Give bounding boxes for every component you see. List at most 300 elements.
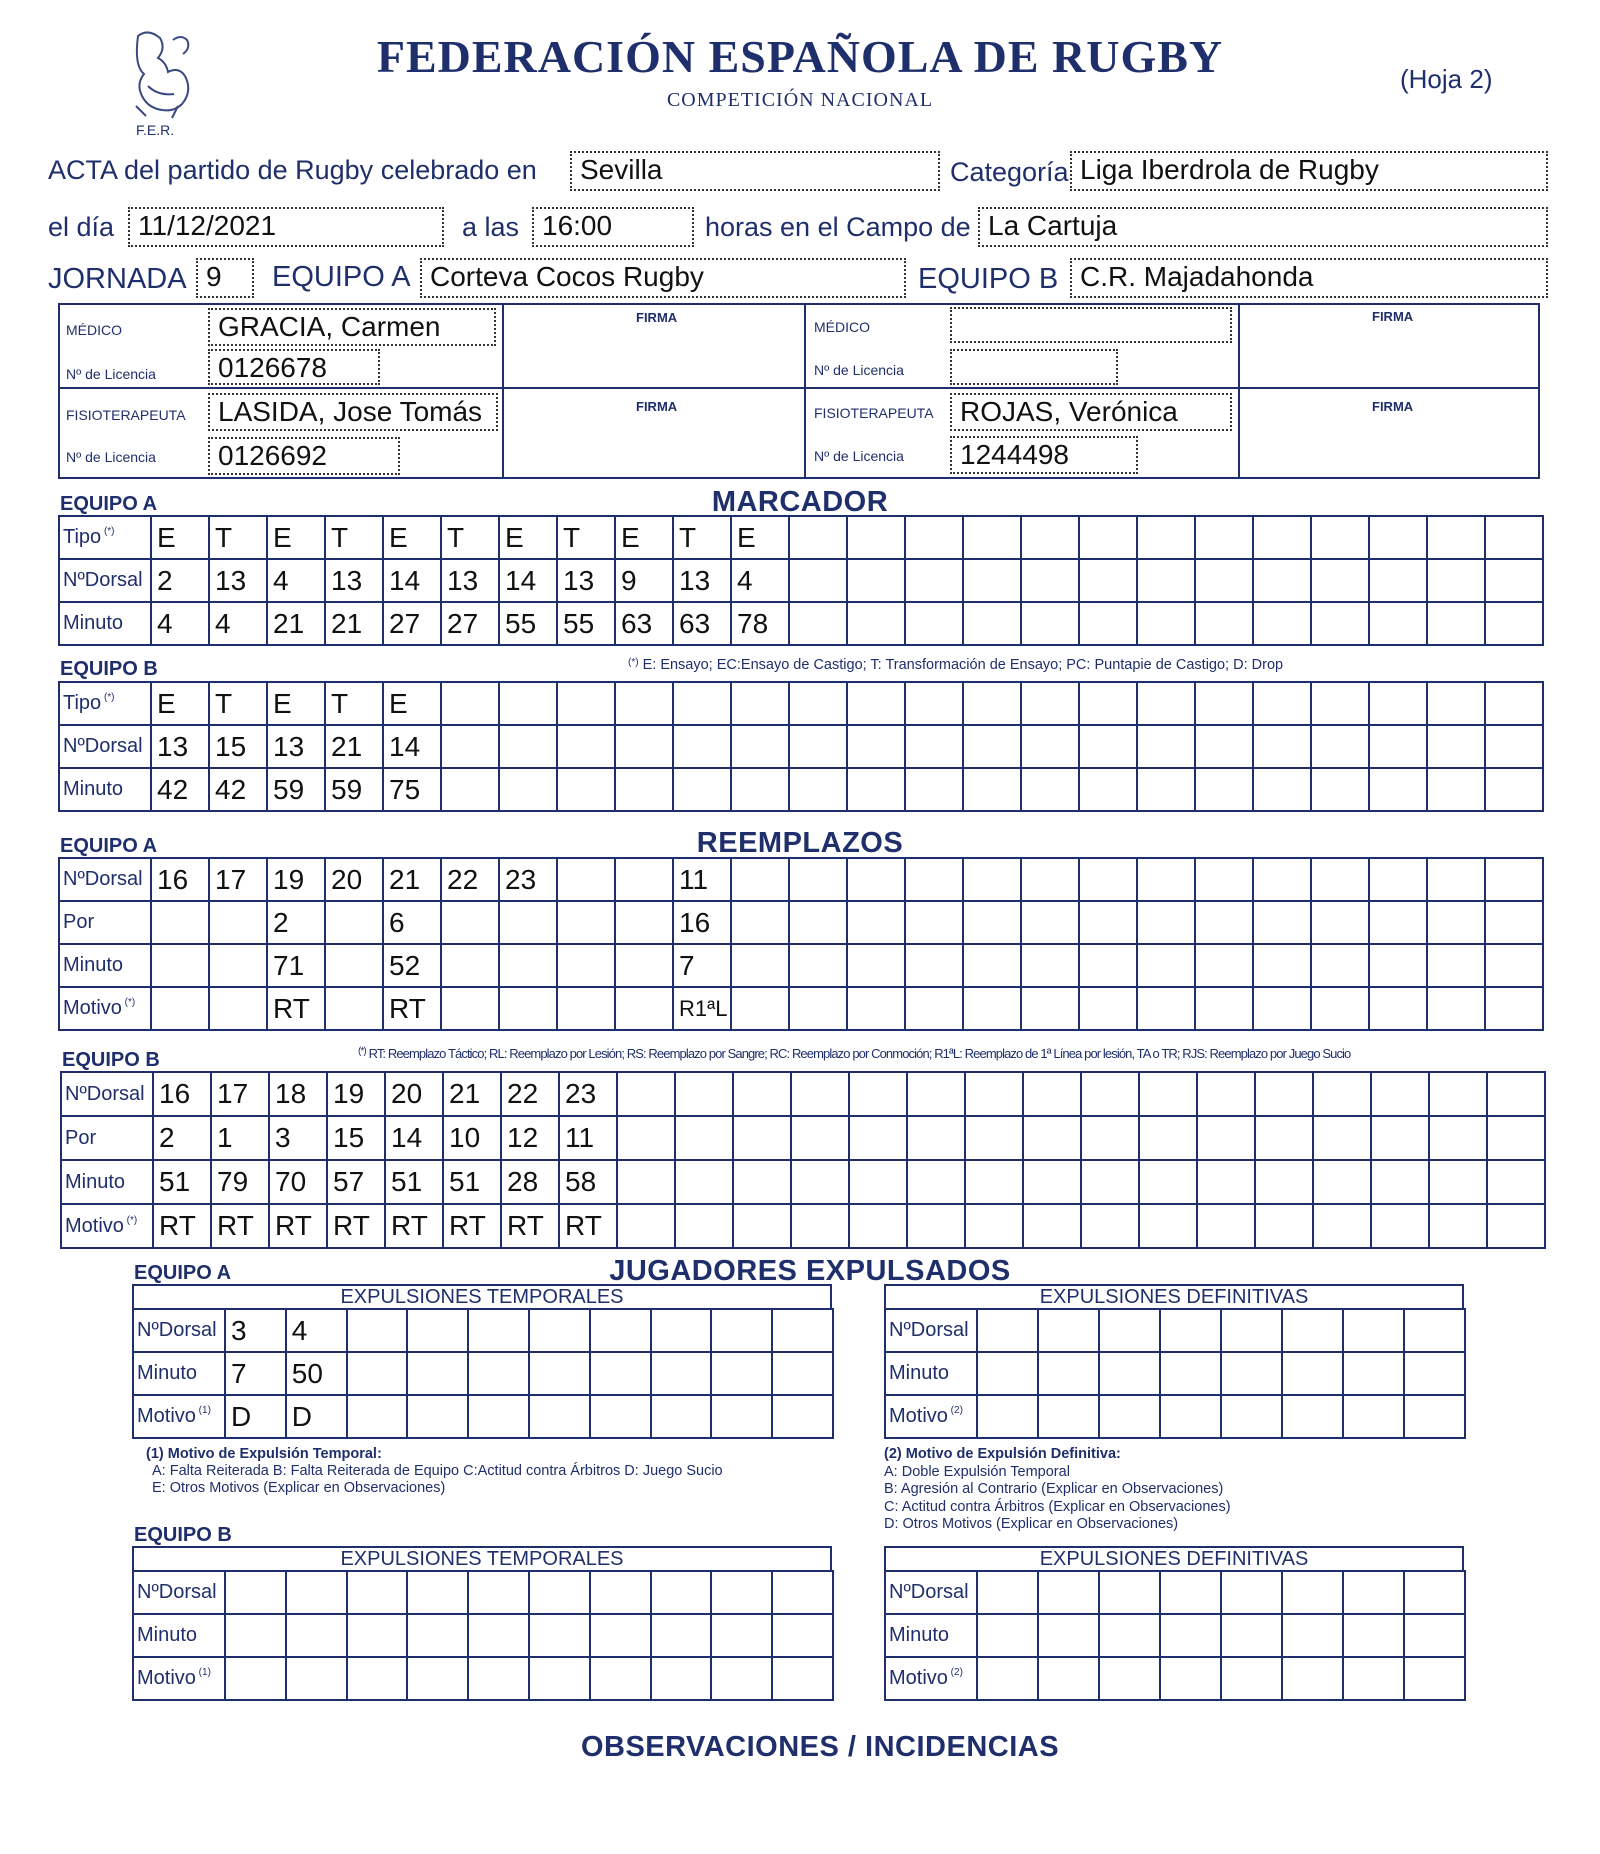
def-b-cell[interactable] — [1160, 1614, 1221, 1657]
reemplazos-b-cell[interactable]: 57 — [327, 1160, 385, 1204]
marcador-b-cell[interactable] — [441, 682, 499, 725]
reemplazos-b-cell[interactable] — [1081, 1072, 1139, 1116]
reemplazos-a-cell[interactable] — [1311, 858, 1369, 901]
reemplazos-b-cell[interactable] — [733, 1204, 791, 1248]
temp-b-cell[interactable] — [651, 1571, 712, 1614]
reemplazos-a-cell[interactable] — [1137, 987, 1195, 1030]
marcador-b-cell[interactable]: E — [151, 682, 209, 725]
def-b-cell[interactable] — [1282, 1614, 1343, 1657]
marcador-a-cell[interactable]: E — [615, 516, 673, 559]
reemplazos-b-cell[interactable] — [617, 1204, 675, 1248]
reemplazos-b-cell[interactable] — [907, 1160, 965, 1204]
temp-b-cell[interactable] — [407, 1614, 468, 1657]
temp-b-cell[interactable] — [711, 1657, 772, 1700]
marcador-a-cell[interactable] — [1311, 516, 1369, 559]
reemplazos-b-cell[interactable]: RT — [443, 1204, 501, 1248]
temp-b-cell[interactable] — [651, 1614, 712, 1657]
marcador-a-cell[interactable] — [1369, 516, 1427, 559]
reemplazos-b-cell[interactable] — [965, 1204, 1023, 1248]
temp-b-cell[interactable] — [286, 1614, 347, 1657]
reemplazos-a-cell[interactable] — [963, 987, 1021, 1030]
reemplazos-b-cell[interactable] — [1487, 1160, 1545, 1204]
reemplazos-b-cell[interactable] — [1429, 1160, 1487, 1204]
reemplazos-a-cell[interactable] — [789, 987, 847, 1030]
reemplazos-a-cell[interactable] — [1079, 901, 1137, 944]
reemplazos-a-cell[interactable] — [615, 901, 673, 944]
marcador-b-cell[interactable] — [1427, 768, 1485, 811]
reemplazos-b-cell[interactable] — [617, 1160, 675, 1204]
def-a-cell[interactable] — [1099, 1309, 1160, 1352]
reemplazos-b-cell[interactable] — [1255, 1204, 1313, 1248]
marcador-b-cell[interactable] — [499, 682, 557, 725]
def-a-cell[interactable] — [1404, 1352, 1465, 1395]
marcador-a-cell[interactable]: 63 — [615, 602, 673, 645]
reemplazos-a-cell[interactable]: 22 — [441, 858, 499, 901]
reemplazos-a-cell[interactable] — [1195, 901, 1253, 944]
marcador-a-cell[interactable] — [1195, 559, 1253, 602]
temp-a-cell[interactable] — [590, 1309, 651, 1352]
reemplazos-a-cell[interactable] — [1021, 858, 1079, 901]
temp-a-cell[interactable] — [651, 1309, 712, 1352]
temp-a-cell[interactable] — [347, 1352, 408, 1395]
temp-a-cell[interactable]: 4 — [286, 1309, 347, 1352]
marcador-a-cell[interactable]: E — [151, 516, 209, 559]
reemplazos-a-cell[interactable] — [1195, 987, 1253, 1030]
reemplazos-b-cell[interactable] — [1429, 1204, 1487, 1248]
reemplazos-b-cell[interactable] — [1081, 1160, 1139, 1204]
def-b-cell[interactable] — [1099, 1571, 1160, 1614]
reemplazos-a-cell[interactable] — [1427, 901, 1485, 944]
marcador-a-cell[interactable] — [1079, 602, 1137, 645]
reemplazos-a-cell[interactable] — [1369, 987, 1427, 1030]
marcador-b-cell[interactable] — [1311, 682, 1369, 725]
temp-a-cell[interactable] — [529, 1395, 590, 1438]
marcador-a-cell[interactable] — [1369, 602, 1427, 645]
reemplazos-a-cell[interactable] — [441, 987, 499, 1030]
equipo-b-field[interactable]: C.R. Majadahonda — [1070, 258, 1548, 298]
def-a-cell[interactable] — [977, 1395, 1038, 1438]
reemplazos-a-cell[interactable]: 71 — [267, 944, 325, 987]
marcador-a-cell[interactable] — [1021, 516, 1079, 559]
reemplazos-b-cell[interactable]: 23 — [559, 1072, 617, 1116]
marcador-a-cell[interactable] — [905, 516, 963, 559]
reemplazos-a-cell[interactable] — [1485, 944, 1543, 987]
temp-a-cell[interactable] — [347, 1395, 408, 1438]
def-b-cell[interactable] — [1404, 1657, 1465, 1700]
temp-a-cell[interactable] — [529, 1309, 590, 1352]
temp-b-cell[interactable] — [772, 1571, 833, 1614]
marcador-a-cell[interactable]: 55 — [557, 602, 615, 645]
reemplazos-a-cell[interactable] — [1485, 901, 1543, 944]
marcador-a-cell[interactable]: E — [383, 516, 441, 559]
reemplazos-b-cell[interactable] — [791, 1204, 849, 1248]
def-b-cell[interactable] — [1343, 1657, 1404, 1700]
reemplazos-b-cell[interactable] — [675, 1116, 733, 1160]
fisio-b-field[interactable]: ROJAS, Verónica — [950, 393, 1232, 431]
marcador-a-cell[interactable] — [1485, 516, 1543, 559]
reemplazos-a-cell[interactable]: 17 — [209, 858, 267, 901]
medico-b-field[interactable] — [950, 307, 1232, 343]
marcador-b-cell[interactable]: 75 — [383, 768, 441, 811]
fisio-b-lic-field[interactable]: 1244498 — [950, 436, 1138, 474]
def-b-cell[interactable] — [1343, 1571, 1404, 1614]
reemplazos-b-cell[interactable] — [1313, 1204, 1371, 1248]
temp-b-cell[interactable] — [225, 1614, 286, 1657]
reemplazos-b-cell[interactable] — [1197, 1204, 1255, 1248]
temp-b-cell[interactable] — [772, 1657, 833, 1700]
reemplazos-a-cell[interactable] — [325, 944, 383, 987]
temp-b-cell[interactable] — [590, 1571, 651, 1614]
marcador-b-cell[interactable]: T — [325, 682, 383, 725]
marcador-a-cell[interactable]: T — [209, 516, 267, 559]
fisio-a-lic-field[interactable]: 0126692 — [208, 437, 400, 475]
marcador-b-cell[interactable] — [905, 768, 963, 811]
reemplazos-b-cell[interactable]: 18 — [269, 1072, 327, 1116]
reemplazos-a-cell[interactable] — [905, 987, 963, 1030]
reemplazos-a-cell[interactable] — [499, 901, 557, 944]
reemplazos-a-cell[interactable] — [1079, 987, 1137, 1030]
marcador-a-cell[interactable] — [1079, 516, 1137, 559]
marcador-a-cell[interactable] — [1137, 559, 1195, 602]
reemplazos-b-cell[interactable] — [1139, 1204, 1197, 1248]
def-b-cell[interactable] — [1221, 1614, 1282, 1657]
reemplazos-a-cell[interactable] — [1021, 987, 1079, 1030]
def-b-cell[interactable] — [1343, 1614, 1404, 1657]
marcador-a-cell[interactable] — [1253, 602, 1311, 645]
reemplazos-a-cell[interactable] — [1253, 901, 1311, 944]
marcador-b-cell[interactable] — [1369, 768, 1427, 811]
def-a-cell[interactable] — [1160, 1352, 1221, 1395]
marcador-b-cell[interactable] — [1079, 682, 1137, 725]
reemplazos-b-cell[interactable] — [907, 1072, 965, 1116]
reemplazos-b-cell[interactable] — [1139, 1160, 1197, 1204]
reemplazos-b-cell[interactable] — [733, 1160, 791, 1204]
reemplazos-a-cell[interactable] — [151, 901, 209, 944]
def-b-cell[interactable] — [1282, 1657, 1343, 1700]
reemplazos-a-cell[interactable] — [151, 987, 209, 1030]
def-a-cell[interactable] — [1404, 1395, 1465, 1438]
marcador-b-cell[interactable] — [731, 725, 789, 768]
def-a-cell[interactable] — [1343, 1352, 1404, 1395]
marcador-b-cell[interactable] — [963, 725, 1021, 768]
temp-a-cell[interactable] — [651, 1395, 712, 1438]
def-b-cell[interactable] — [1160, 1657, 1221, 1700]
marcador-a-cell[interactable]: 14 — [383, 559, 441, 602]
reemplazos-b-cell[interactable]: RT — [501, 1204, 559, 1248]
medico-a-lic-field[interactable]: 0126678 — [208, 349, 380, 385]
marcador-a-cell[interactable]: E — [499, 516, 557, 559]
reemplazos-a-cell[interactable] — [1427, 987, 1485, 1030]
marcador-a-cell[interactable]: 4 — [209, 602, 267, 645]
reemplazos-b-cell[interactable] — [965, 1160, 1023, 1204]
fisio-a-field[interactable]: LASIDA, Jose Tomás — [208, 393, 498, 431]
def-b-cell[interactable] — [1038, 1657, 1099, 1700]
reemplazos-b-cell[interactable] — [791, 1160, 849, 1204]
marcador-a-cell[interactable]: E — [267, 516, 325, 559]
temp-b-cell[interactable] — [347, 1657, 408, 1700]
reemplazos-a-cell[interactable] — [1427, 944, 1485, 987]
def-b-cell[interactable] — [1099, 1614, 1160, 1657]
marcador-b-cell[interactable] — [847, 682, 905, 725]
marcador-b-cell[interactable] — [1369, 725, 1427, 768]
reemplazos-a-cell[interactable] — [1311, 944, 1369, 987]
reemplazos-a-cell[interactable] — [1427, 858, 1485, 901]
marcador-a-cell[interactable]: E — [731, 516, 789, 559]
reemplazos-b-cell[interactable]: 28 — [501, 1160, 559, 1204]
marcador-a-cell[interactable] — [963, 559, 1021, 602]
def-a-cell[interactable] — [1099, 1352, 1160, 1395]
marcador-b-cell[interactable] — [673, 682, 731, 725]
reemplazos-b-cell[interactable]: 79 — [211, 1160, 269, 1204]
reemplazos-a-cell[interactable] — [1079, 858, 1137, 901]
reemplazos-a-cell[interactable]: RT — [267, 987, 325, 1030]
marcador-b-cell[interactable] — [499, 768, 557, 811]
marcador-b-cell[interactable] — [847, 725, 905, 768]
reemplazos-b-cell[interactable] — [849, 1160, 907, 1204]
reemplazos-a-cell[interactable] — [1369, 858, 1427, 901]
reemplazos-a-cell[interactable] — [1253, 858, 1311, 901]
def-b-cell[interactable] — [1038, 1614, 1099, 1657]
marcador-a-cell[interactable] — [1485, 559, 1543, 602]
temp-b-cell[interactable] — [347, 1614, 408, 1657]
marcador-b-cell[interactable] — [1369, 682, 1427, 725]
temp-b-cell[interactable] — [468, 1657, 529, 1700]
reemplazos-a-cell[interactable] — [905, 944, 963, 987]
reemplazos-b-cell[interactable] — [1487, 1072, 1545, 1116]
temp-a-cell[interactable] — [529, 1352, 590, 1395]
marcador-b-cell[interactable] — [1079, 725, 1137, 768]
def-a-cell[interactable] — [977, 1309, 1038, 1352]
marcador-a-cell[interactable]: 21 — [325, 602, 383, 645]
marcador-a-cell[interactable]: 13 — [441, 559, 499, 602]
temp-a-cell[interactable] — [711, 1352, 772, 1395]
def-a-cell[interactable] — [1282, 1352, 1343, 1395]
marcador-a-cell[interactable] — [905, 559, 963, 602]
reemplazos-b-cell[interactable]: RT — [269, 1204, 327, 1248]
marcador-b-cell[interactable] — [789, 768, 847, 811]
def-b-cell[interactable] — [1404, 1614, 1465, 1657]
def-a-cell[interactable] — [1221, 1352, 1282, 1395]
reemplazos-b-cell[interactable] — [1429, 1072, 1487, 1116]
marcador-b-cell[interactable]: 21 — [325, 725, 383, 768]
reemplazos-a-cell[interactable] — [325, 901, 383, 944]
marcador-a-cell[interactable] — [905, 602, 963, 645]
marcador-b-cell[interactable] — [1485, 768, 1543, 811]
marcador-b-cell[interactable]: E — [383, 682, 441, 725]
reemplazos-a-cell[interactable] — [905, 858, 963, 901]
marcador-b-cell[interactable]: 14 — [383, 725, 441, 768]
reemplazos-b-cell[interactable]: 14 — [385, 1116, 443, 1160]
marcador-a-cell[interactable]: T — [673, 516, 731, 559]
marcador-a-cell[interactable]: T — [441, 516, 499, 559]
reemplazos-a-cell[interactable] — [325, 987, 383, 1030]
reemplazos-a-cell[interactable] — [847, 901, 905, 944]
marcador-b-cell[interactable]: 13 — [267, 725, 325, 768]
reemplazos-a-cell[interactable] — [905, 901, 963, 944]
reemplazos-b-cell[interactable]: 20 — [385, 1072, 443, 1116]
marcador-b-cell[interactable]: 42 — [209, 768, 267, 811]
temp-a-cell[interactable] — [590, 1352, 651, 1395]
reemplazos-b-cell[interactable]: 10 — [443, 1116, 501, 1160]
marcador-b-cell[interactable] — [557, 725, 615, 768]
temp-b-cell[interactable] — [347, 1571, 408, 1614]
def-a-cell[interactable] — [1038, 1352, 1099, 1395]
reemplazos-b-cell[interactable] — [907, 1204, 965, 1248]
def-a-cell[interactable] — [977, 1352, 1038, 1395]
marcador-b-cell[interactable] — [1485, 725, 1543, 768]
temp-b-cell[interactable] — [286, 1571, 347, 1614]
reemplazos-b-cell[interactable]: 1 — [211, 1116, 269, 1160]
marcador-a-cell[interactable] — [1485, 602, 1543, 645]
marcador-a-cell[interactable] — [847, 602, 905, 645]
reemplazos-b-cell[interactable]: RT — [327, 1204, 385, 1248]
marcador-a-cell[interactable]: 4 — [731, 559, 789, 602]
reemplazos-a-cell[interactable] — [557, 858, 615, 901]
temp-a-cell[interactable]: D — [225, 1395, 286, 1438]
marcador-a-cell[interactable] — [1195, 602, 1253, 645]
def-b-cell[interactable] — [1099, 1657, 1160, 1700]
reemplazos-b-cell[interactable]: 15 — [327, 1116, 385, 1160]
def-a-cell[interactable] — [1160, 1309, 1221, 1352]
marcador-b-cell[interactable] — [615, 725, 673, 768]
reemplazos-b-cell[interactable] — [675, 1160, 733, 1204]
marcador-a-cell[interactable] — [789, 602, 847, 645]
reemplazos-a-cell[interactable]: 2 — [267, 901, 325, 944]
marcador-b-cell[interactable] — [1253, 682, 1311, 725]
reemplazos-b-cell[interactable] — [965, 1072, 1023, 1116]
marcador-b-cell[interactable] — [1485, 682, 1543, 725]
marcador-a-cell[interactable]: 21 — [267, 602, 325, 645]
temp-b-cell[interactable] — [590, 1657, 651, 1700]
reemplazos-b-cell[interactable] — [1371, 1204, 1429, 1248]
marcador-a-cell[interactable] — [1137, 516, 1195, 559]
marcador-a-cell[interactable] — [789, 559, 847, 602]
marcador-b-cell[interactable] — [557, 768, 615, 811]
marcador-a-cell[interactable] — [1021, 602, 1079, 645]
marcador-b-cell[interactable]: T — [209, 682, 267, 725]
def-b-cell[interactable] — [1160, 1571, 1221, 1614]
reemplazos-b-cell[interactable]: 51 — [385, 1160, 443, 1204]
reemplazos-a-cell[interactable] — [731, 987, 789, 1030]
reemplazos-a-cell[interactable]: R1ªL — [673, 987, 731, 1030]
temp-a-cell[interactable] — [468, 1309, 529, 1352]
reemplazos-a-cell[interactable] — [1021, 901, 1079, 944]
marcador-a-cell[interactable] — [789, 516, 847, 559]
temp-b-cell[interactable] — [772, 1614, 833, 1657]
marcador-b-cell[interactable]: 15 — [209, 725, 267, 768]
marcador-a-cell[interactable]: 55 — [499, 602, 557, 645]
reemplazos-b-cell[interactable] — [675, 1204, 733, 1248]
reemplazos-b-cell[interactable] — [1197, 1116, 1255, 1160]
def-b-cell[interactable] — [1038, 1571, 1099, 1614]
reemplazos-a-cell[interactable] — [963, 858, 1021, 901]
marcador-a-cell[interactable] — [1253, 516, 1311, 559]
marcador-b-cell[interactable] — [731, 768, 789, 811]
marcador-b-cell[interactable] — [441, 725, 499, 768]
reemplazos-b-cell[interactable]: 17 — [211, 1072, 269, 1116]
temp-b-cell[interactable] — [711, 1614, 772, 1657]
reemplazos-b-cell[interactable] — [1255, 1116, 1313, 1160]
reemplazos-b-cell[interactable] — [907, 1116, 965, 1160]
reemplazos-a-cell[interactable] — [731, 901, 789, 944]
marcador-b-cell[interactable]: 59 — [267, 768, 325, 811]
def-a-cell[interactable] — [1160, 1395, 1221, 1438]
marcador-b-cell[interactable] — [789, 725, 847, 768]
temp-a-cell[interactable]: D — [286, 1395, 347, 1438]
marcador-b-cell[interactable] — [1021, 682, 1079, 725]
reemplazos-b-cell[interactable]: 12 — [501, 1116, 559, 1160]
medico-b-lic-field[interactable] — [950, 349, 1118, 385]
temp-b-cell[interactable] — [286, 1657, 347, 1700]
marcador-a-cell[interactable]: T — [325, 516, 383, 559]
medico-a-field[interactable]: GRACIA, Carmen — [208, 308, 496, 346]
reemplazos-b-cell[interactable] — [675, 1072, 733, 1116]
marcador-a-cell[interactable]: 9 — [615, 559, 673, 602]
time-field[interactable]: 16:00 — [532, 207, 694, 247]
def-a-cell[interactable] — [1282, 1395, 1343, 1438]
reemplazos-a-cell[interactable] — [1021, 944, 1079, 987]
marcador-a-cell[interactable]: 14 — [499, 559, 557, 602]
reemplazos-b-cell[interactable]: 22 — [501, 1072, 559, 1116]
reemplazos-a-cell[interactable] — [1137, 901, 1195, 944]
marcador-b-cell[interactable] — [731, 682, 789, 725]
reemplazos-a-cell[interactable] — [789, 944, 847, 987]
temp-a-cell[interactable] — [407, 1309, 468, 1352]
reemplazos-a-cell[interactable]: 20 — [325, 858, 383, 901]
marcador-b-cell[interactable] — [673, 725, 731, 768]
reemplazos-a-cell[interactable]: 11 — [673, 858, 731, 901]
marcador-b-cell[interactable] — [1311, 768, 1369, 811]
reemplazos-a-cell[interactable] — [151, 944, 209, 987]
marcador-b-cell[interactable] — [441, 768, 499, 811]
reemplazos-a-cell[interactable] — [1195, 858, 1253, 901]
marcador-b-cell[interactable] — [1137, 768, 1195, 811]
temp-b-cell[interactable] — [529, 1614, 590, 1657]
reemplazos-b-cell[interactable] — [849, 1116, 907, 1160]
reemplazos-a-cell[interactable] — [731, 858, 789, 901]
temp-b-cell[interactable] — [225, 1657, 286, 1700]
categoria-field[interactable]: Liga Iberdrola de Rugby — [1070, 151, 1548, 191]
marcador-b-cell[interactable] — [1427, 682, 1485, 725]
equipo-a-field[interactable]: Corteva Cocos Rugby — [420, 258, 906, 298]
marcador-a-cell[interactable] — [847, 516, 905, 559]
reemplazos-a-cell[interactable] — [209, 901, 267, 944]
reemplazos-a-cell[interactable] — [1311, 901, 1369, 944]
marcador-a-cell[interactable]: 4 — [151, 602, 209, 645]
reemplazos-a-cell[interactable] — [1195, 944, 1253, 987]
reemplazos-b-cell[interactable]: 3 — [269, 1116, 327, 1160]
reemplazos-b-cell[interactable] — [791, 1116, 849, 1160]
reemplazos-b-cell[interactable]: 51 — [443, 1160, 501, 1204]
reemplazos-b-cell[interactable]: RT — [385, 1204, 443, 1248]
reemplazos-b-cell[interactable] — [1487, 1204, 1545, 1248]
reemplazos-b-cell[interactable] — [1139, 1072, 1197, 1116]
marcador-a-cell[interactable]: 13 — [557, 559, 615, 602]
marcador-b-cell[interactable] — [1195, 682, 1253, 725]
def-a-cell[interactable] — [1404, 1309, 1465, 1352]
temp-b-cell[interactable] — [225, 1571, 286, 1614]
marcador-a-cell[interactable] — [1311, 559, 1369, 602]
reemplazos-b-cell[interactable] — [849, 1204, 907, 1248]
temp-a-cell[interactable] — [468, 1352, 529, 1395]
reemplazos-a-cell[interactable] — [1137, 944, 1195, 987]
temp-a-cell[interactable] — [347, 1309, 408, 1352]
reemplazos-b-cell[interactable]: 11 — [559, 1116, 617, 1160]
marcador-b-cell[interactable] — [1021, 725, 1079, 768]
temp-a-cell[interactable] — [711, 1309, 772, 1352]
reemplazos-b-cell[interactable]: RT — [153, 1204, 211, 1248]
marcador-a-cell[interactable] — [1195, 516, 1253, 559]
